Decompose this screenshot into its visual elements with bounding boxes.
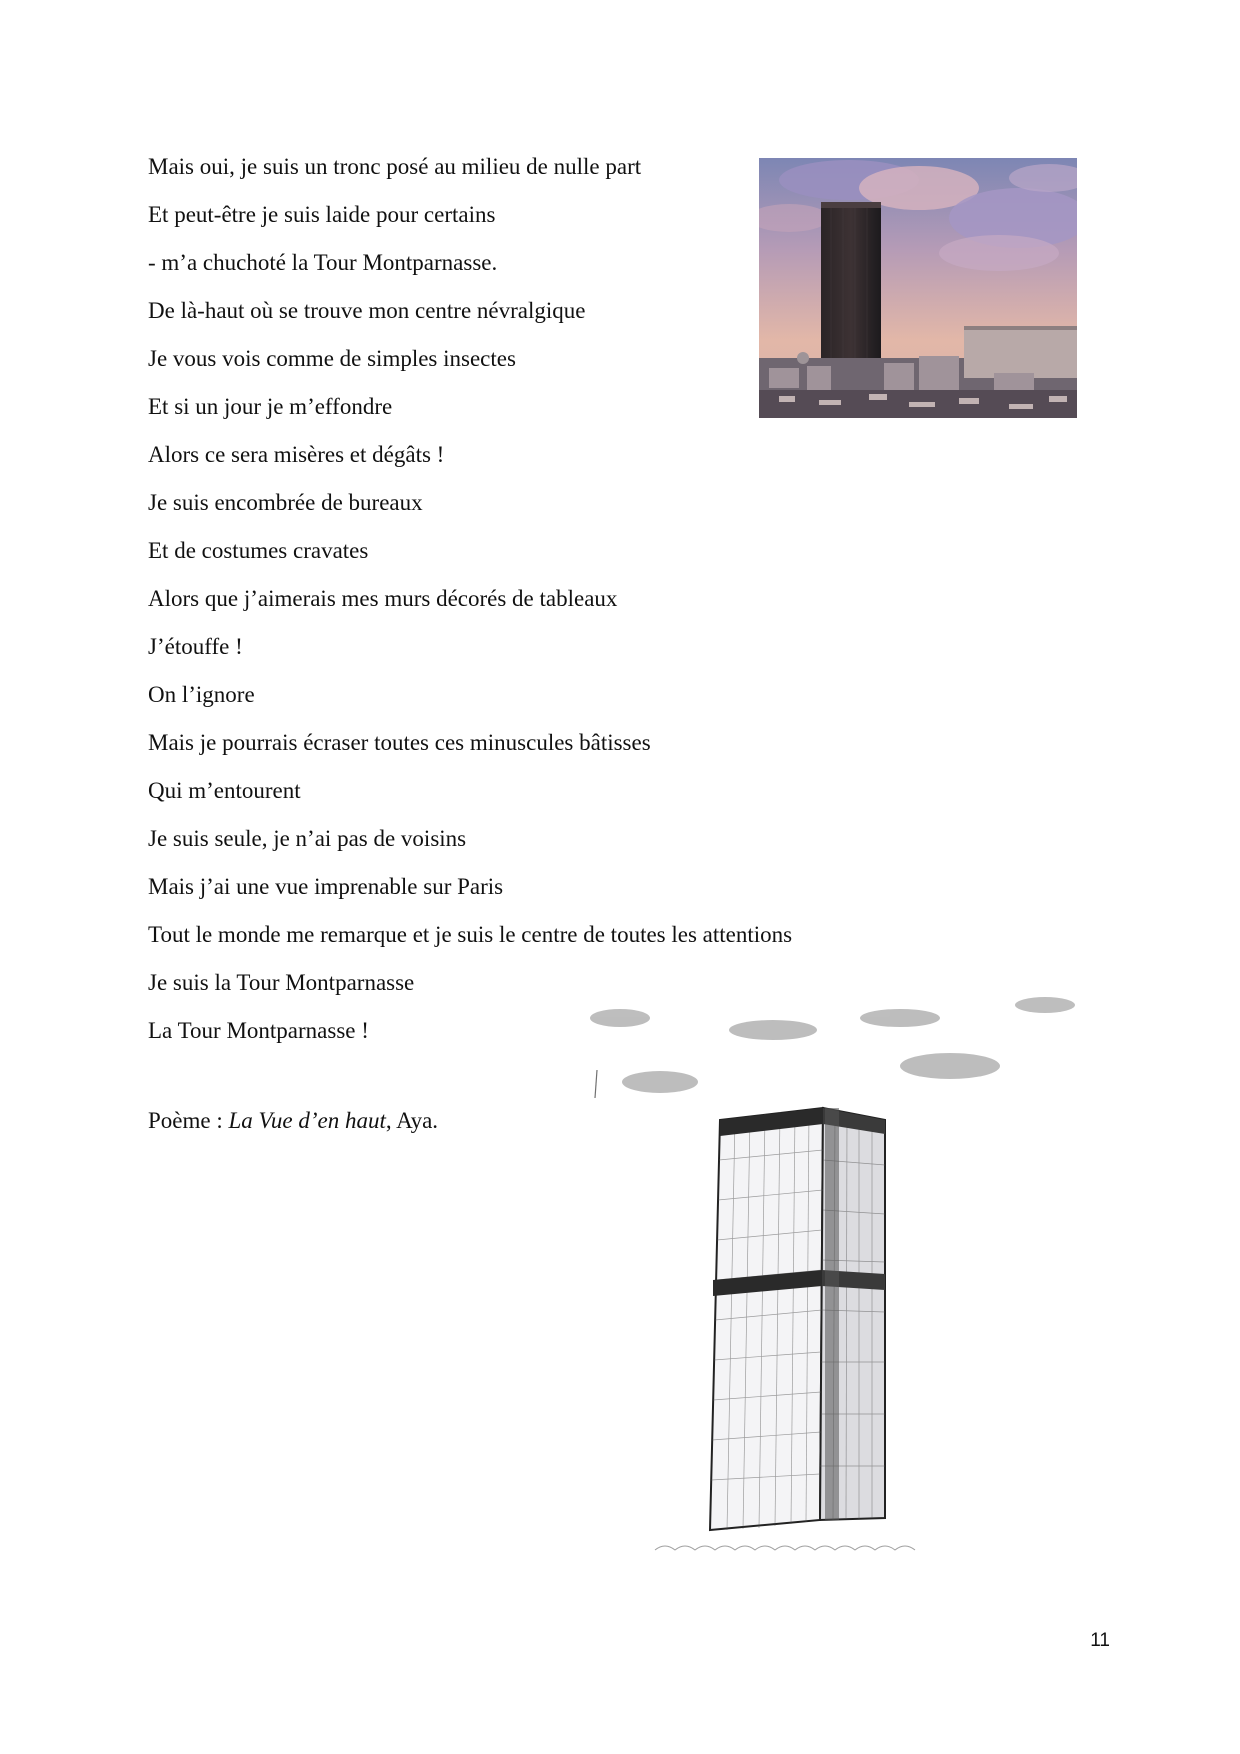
poem-line: Je vous vois comme de simples insectes [148,346,516,371]
poem-line: - m’a chuchoté la Tour Montparnasse. [148,250,498,275]
poem-line: On l’ignore [148,682,255,707]
poem-title: La Vue d’en haut [228,1108,386,1133]
poem-line: De là-haut où se trouve mon centre névralgique [148,298,586,323]
credit-prefix: Poème : [148,1108,229,1133]
poem-line: Mais je pourrais écraser toutes ces minuscules bâtisses [148,730,651,755]
poem-line: Tout le monde me remarque et je suis le centre de toutes les attentions [148,922,793,947]
poem-line: Mais j’ai une vue imprenable sur Paris [148,874,504,899]
poem-line: Je suis seule, je n’ai pas de voisins [148,826,467,851]
poem-line: Et de costumes cravates [148,538,369,563]
poem-line: Je suis la Tour Montparnasse [148,970,415,995]
tower-photo [759,158,1077,418]
credit-suffix: , Aya. [385,1108,439,1133]
poem-line: Et peut-être je suis laide pour certains [148,202,496,227]
poem-credit [148,1097,438,1145]
poem-line: Alors ce sera misères et dégâts ! [148,442,445,467]
poem-line: Je suis encombrée de bureaux [148,490,423,515]
poem-line: Mais oui, je suis un tronc posé au milieu de nulle part [148,154,642,179]
poem-line: Qui m’entourent [148,778,301,803]
poem-line: J’étouffe ! [148,634,243,659]
poem-line: La Tour Montparnasse ! [148,1018,369,1043]
poem-line: Et si un jour je m’effondre [148,394,393,419]
page-number: 11 [1090,1630,1110,1651]
poem-line: Alors que j’aimerais mes murs décorés de tableaux [148,586,618,611]
tower-sketch [585,990,1085,1570]
